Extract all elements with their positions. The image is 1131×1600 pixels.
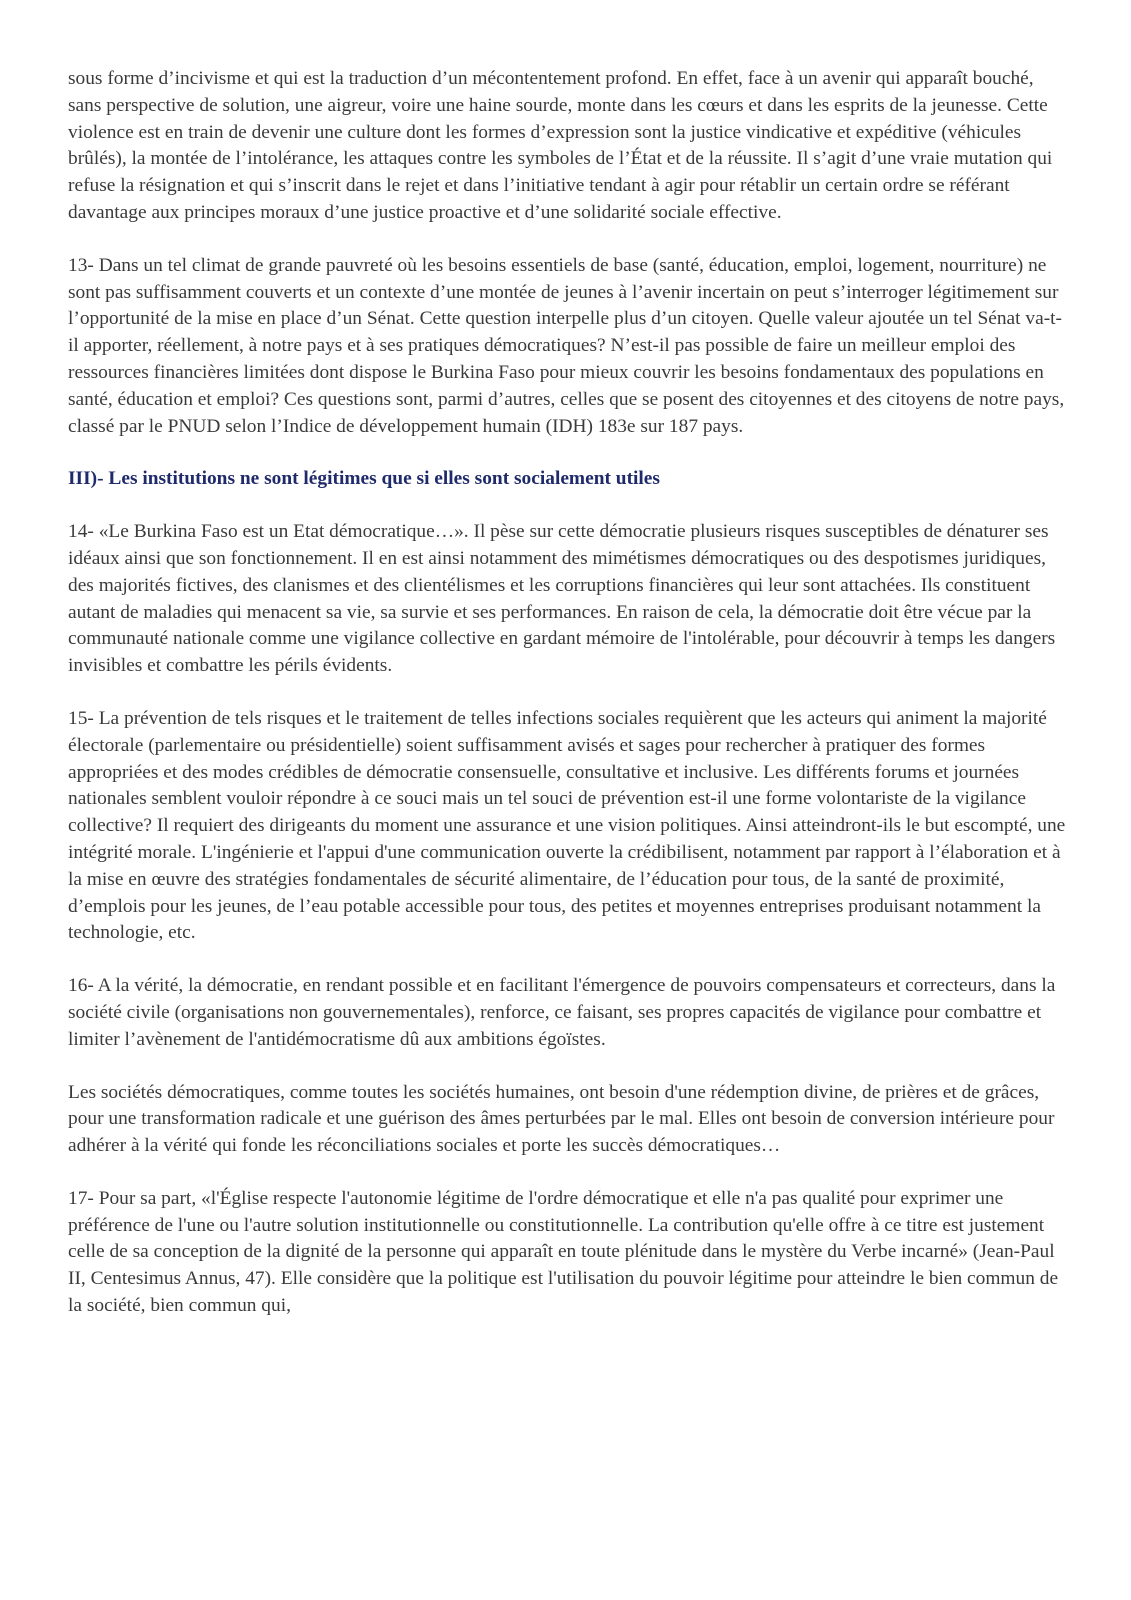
paragraph-16-continued: Les sociétés démocratiques, comme toutes les sociétés humaines, ont besoin d'une rédemption divine, de prières et de grâces, pour une transformation radicale et une guérison des âmes perturbées par le mal. Elles ont besoin de conversion intérieure pour adhérer à la vérité qui fonde les réconciliations sociales et porte les succès démocratiques…	[68, 1081, 1055, 1157]
document-page	[68, 66, 1068, 1346]
paragraph-13: 13- Dans un tel climat de grande pauvreté où les besoins essentiels de base (santé, éducation, emploi, logement, nourriture) ne sont pas suffisamment couverts et un contexte d’une montée de jeunes à l’avenir incertain on peut s’interroger légitimement sur l’opportunité de la mise en place d’un Sénat. Cette question interpelle plus d’un citoyen. Quelle valeur ajoutée un tel Sénat va-t-il apporter, réellement, à notre pays et à ses pratiques démocratiques? N’est-il pas possible de faire un meilleur emploi des ressources financières limitées dont dispose le Burkina Faso pour mieux couvrir les besoins fondamentaux des populations en santé, éducation et emploi? Ces questions sont, parmi d’autres, celles que se posent des citoyennes et des citoyens de notre pays, classé par le PNUD selon l’Indice de développement humain (IDH) 183e sur 187 pays.	[68, 254, 1065, 437]
section-heading-iii: III)- Les institutions ne sont légitimes que si elles sont socialement utiles	[68, 468, 660, 490]
paragraph-15: 15- La prévention de tels risques et le traitement de telles infections sociales requièrent que les acteurs qui animent la majorité électorale (parlementaire ou présidentielle) soient suffisamment avisés et sages pour rechercher à pratiquer des formes appropriées et des modes crédibles de démocratie consensuelle, consultative et inclusive. Les différents forums et journées nationales semblent vouloir répondre à ce souci mais un tel souci de prévention est-il une forme volontariste de la vigilance collective? Il requiert des dirigeants du moment une assurance et une vision politiques. Ainsi atteindront-ils le but escompté, une intégrité morale. L'ingénierie et l'appui d'une communication ouverte la crédibilisent, notamment par rapport à l’élaboration et à la mise en œuvre des stratégies fondamentales de sécurité alimentaire, de l’éducation pour tous, de la santé de proximité, d’emplois pour les jeunes, de l’eau potable accessible pour tous, des petites et moyennes entreprises produisant notamment la technologie, etc.	[68, 707, 1066, 944]
paragraph-17: 17- Pour sa part, «l'Église respecte l'autonomie légitime de l'ordre démocratique et elle n'a pas qualité pour exprimer une préférence de l'une ou l'autre solution institutionnelle ou constitutionnelle. La contribution qu'elle offre à ce titre est justement celle de sa conception de la dignité de la personne qui apparaît en toute plénitude dans le mystère du Verbe incarné» (Jean-Paul II, Centesimus Annus, 47). Elle considère que la politique est l'utilisation du pouvoir légitime pour atteindre le bien commun de la société, bien commun qui,	[68, 1187, 1059, 1317]
paragraph-16: 16- A la vérité, la démocratie, en rendant possible et en facilitant l'émergence de pouvoirs compensateurs et correcteurs, dans la société civile (organisations non gouvernementales), renforce, ce faisant, ses propres capacités de vigilance pour combattre et limiter l’avènement de l'antidémocratisme dû aux ambitions égoïstes.	[68, 975, 1056, 1050]
paragraph-14: 14- «Le Burkina Faso est un Etat démocratique…». Il pèse sur cette démocratie plusieurs risques susceptibles de dénaturer ses idéaux ainsi que son fonctionnement. Il en est ainsi notamment des mimétismes démocratiques ou des despotismes juridiques, des majorités fictives, des clanismes et des clientélismes et les corruptions financières qui leur sont attachées. Ils constituent autant de maladies qui menacent sa vie, sa survie et ses performances. En raison de cela, la démocratie doit être vécue par la communauté nationale comme une vigilance collective en gardant mémoire de l'intolérable, pour découvrir à temps les dangers invisibles et combattre les périls évidents.	[68, 521, 1056, 677]
paragraph-12-continued: sous forme d’incivisme et qui est la traduction d’un mécontentement profond. En effet, face à un avenir qui apparaît bouché, sans perspective de solution, une aigreur, voire une haine sourde, monte dans les cœurs et dans les esprits de la jeunesse. Cette violence est en train de devenir une culture dont les formes d’expression sont la justice vindicative et expéditive (véhicules brûlés), la montée de l’intolérance, les attaques contre les symboles de l’État et de la réussite. Il s’agit d’une vraie mutation qui refuse la résignation et qui s’inscrit dans le rejet et dans l’initiative tendant à agir pour rétablir un certain ordre se référant davantage aux principes moraux d’une justice proactive et d’une solidarité sociale effective.	[68, 68, 1053, 223]
